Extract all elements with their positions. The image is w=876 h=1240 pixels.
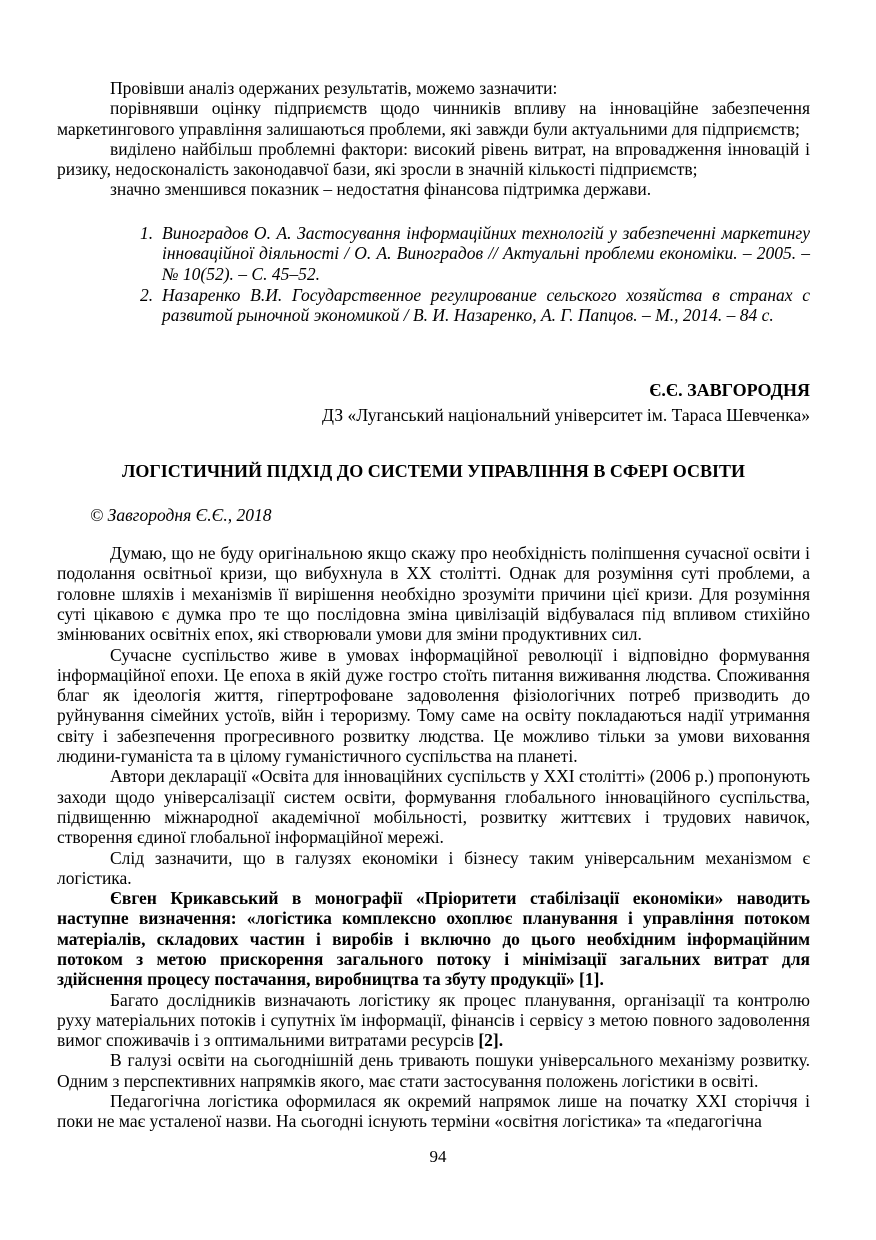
reference-number: 1. [140, 222, 154, 243]
intro-paragraph: виділено найбільш проблемні фактори: високий рівень витрат, на впровадження інновацій і ризику, недосконалість законодавчої бази, які зросли в значній кількості підприємств; [57, 138, 810, 180]
intro-paragraph: порівнявши оцінку підприємств щодо чинників впливу на інноваційне забезпечення маркетингового управління залишаються проблеми, які завжди були актуальними для підприємств; [57, 98, 810, 139]
page-number: 94 [429, 1147, 447, 1166]
body-paragraph: Педагогічна логістика оформилася як окремий напрямок лише на початку XXI сторіччя і поки не має усталеної назви. На сьогодні існують терміни «освітня логістика» та «педагогічна [57, 1091, 810, 1132]
body-paragraph: Автори декларації «Освіта для інноваційних суспільств у XXI столітті» (2006 р.) пропонують заходи щодо універсалізації систем освіти, формування глобального інноваційного суспільства, підвищенню міжнародної академічної мобільності, розвитку життєвих і трудових навичок, створення єдиної глобальної інформаційної мережі. [57, 766, 810, 848]
intro-paragraph: значно зменшився показник – недостатня фінансова підтримка держави. [110, 179, 652, 200]
reference-text: Назаренко В.И. Государственное регулирование сельского хозяйства в странах с развитой рыночной экономикой / В. И. Назаренко, А. Г. Папцов. – М., 2014. – 84 с. [162, 284, 810, 326]
body-paragraph-text: Багато дослідників визначають логістику як процес планування, організації та контролю руху матеріальних потоків і супутніх їм інформації, фінансів і сервісу з метою повного задоволення вимог споживачів і з оптимальними витратами ресурсів [57, 989, 810, 1051]
reference-text: Виноградов О. А. Застосування інформаційних технологій у забезпеченні маркетингу інноваційної діяльності / О. А. Виноградов // Актуальні проблеми економіки. – 2005. – № 10(52). – С. 45–52. [162, 222, 810, 284]
article-title: ЛОГІСТИЧНИЙ ПІДХІД ДО СИСТЕМИ УПРАВЛІННЯ В СФЕРІ ОСВІТИ [121, 460, 746, 481]
article-body [57, 543, 810, 1132]
reference-number: 2. [140, 284, 154, 305]
reference-item [57, 285, 810, 326]
body-paragraph: Сучасне суспільство живе в умовах інформаційної революції і відповідно формування інформаційної епохи. Це епоха в якій дуже гостро стоїть питання виживання людства. Споживання благ як ідеологія життя, гіпертрофоване задоволення фізіологічних потреб призводить до руйнування сімейних устоїв, війн і тероризму. Тому саме на освіту покладаються надії утримання світу і забезпечення прогресивного розвитку людства. Це можливо тільки за умови виховання людини-гуманіста та в цілому гуманістичного суспільства на планеті. [57, 644, 810, 767]
body-paragraph: Слід зазначити, що в галузях економіки і бізнесу таким універсальним механізмом є логістика. [57, 847, 810, 888]
references-list [57, 223, 810, 326]
body-paragraph: Думаю, що не буду оригінальною якщо скажу про необхідність поліпшення сучасної освіти і подолання освітньої кризи, що вибухнула в XX столітті. Однак для розуміння суті проблеми, а головне шляхів і механізмів її вирішення необхідно зрозуміти причини цієї кризи. Для розуміння суті цікавою є думка про те що послідовна зміна цивілізацій відбувалася під впливом стихійно змінюваних освітніх епох, які створювали умови для зміни продуктивних сил. [57, 543, 810, 645]
body-paragraph-bold-quote: Євген Крикавський в монографії «Пріоритети стабілізації економіки» наводить наступне визначення: «логістика комплексно охоплює планування і управління потоком матеріалів, складових частин і виробів і включно до цього необхідним інформаційним потоком з метою прискорення загального потоку і мінімізації загальних витрат для здійснення процесу постачання, виробництва та збуту продукції» [1]. [57, 888, 810, 990]
copyright-line: © Завгородня Є.Є., 2018 [90, 504, 272, 525]
body-paragraph [57, 990, 810, 1051]
byline [57, 378, 810, 428]
intro-paragraph: Провівши аналіз одержаних результатів, можемо зазначити: [110, 78, 558, 98]
body-paragraph: В галузі освіти на сьогоднішній день тривають пошуки універсального механізму розвитку. Одним з перспективних напрямків якого, має стати застосування положень логістики в освіті. [57, 1050, 810, 1091]
citation-marker: [2]. [478, 1030, 504, 1051]
reference-item [57, 223, 810, 285]
author-name: Є.Є. ЗАВГОРОДНЯ [649, 379, 810, 400]
author-affiliation: ДЗ «Луганський національний університет ім. Тараса Шевченка» [322, 404, 810, 425]
